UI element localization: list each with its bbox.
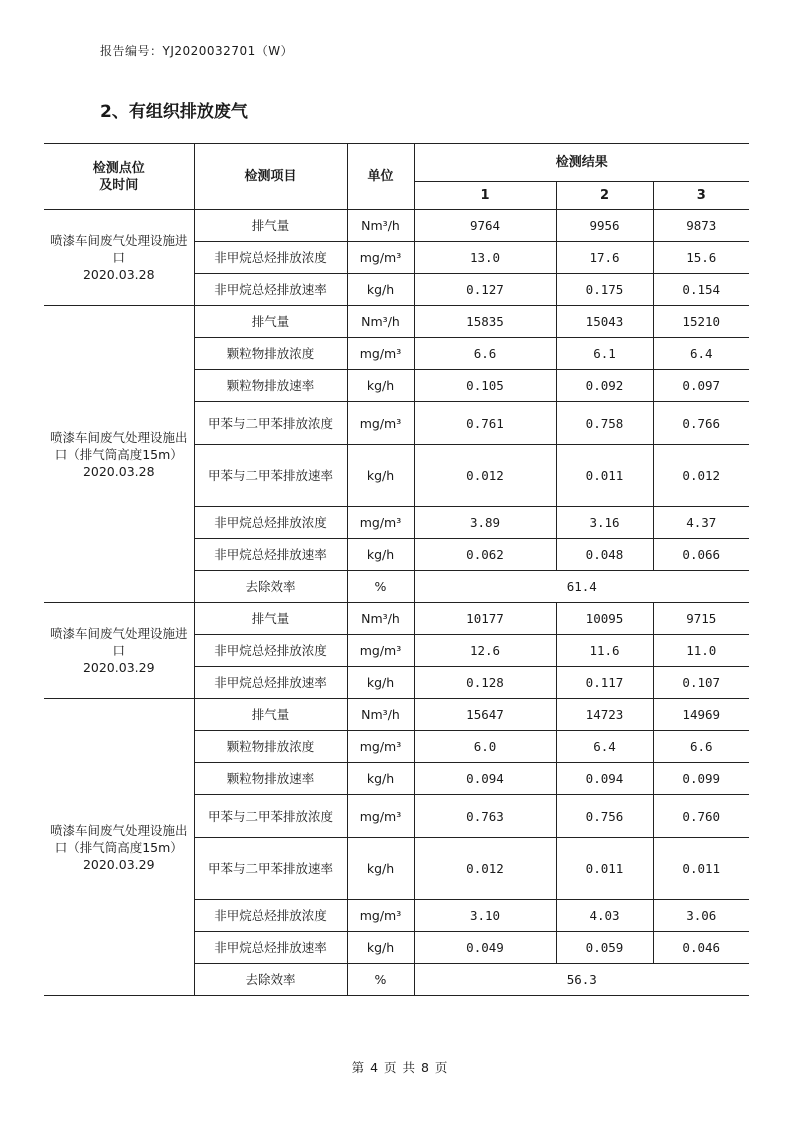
test-item: 非甲烷总烃排放浓度 (194, 507, 347, 539)
unit: kg/h (347, 667, 414, 699)
result-value-3: 0.066 (653, 539, 749, 571)
report-number: 报告编号：YJ2020032701（W） (100, 44, 294, 58)
removal-efficiency-value: 61.4 (414, 571, 749, 603)
unit: Nm³/h (347, 210, 414, 242)
result-value-2: 14723 (556, 699, 653, 731)
result-value-2: 10095 (556, 603, 653, 635)
result-value-2: 6.1 (556, 338, 653, 370)
unit: mg/m³ (347, 402, 414, 445)
emission-results-table (44, 143, 749, 996)
test-item: 颗粒物排放浓度 (194, 731, 347, 763)
result-value-2: 0.011 (556, 838, 653, 900)
table-body (44, 210, 749, 996)
test-item: 甲苯与二甲苯排放浓度 (194, 795, 347, 838)
result-value-1: 0.105 (414, 370, 556, 402)
header-item: 检测项目 (194, 144, 347, 210)
result-value-3: 0.766 (653, 402, 749, 445)
test-item: 非甲烷总烃排放速率 (194, 932, 347, 964)
table-row (44, 210, 749, 242)
result-value-3: 3.06 (653, 900, 749, 932)
unit: mg/m³ (347, 731, 414, 763)
result-value-3: 9715 (653, 603, 749, 635)
test-item: 去除效率 (194, 964, 347, 996)
result-value-3: 15210 (653, 306, 749, 338)
result-value-3: 0.011 (653, 838, 749, 900)
removal-efficiency-value: 56.3 (414, 964, 749, 996)
result-value-2: 0.175 (556, 274, 653, 306)
result-value-1: 3.10 (414, 900, 556, 932)
result-value-1: 15835 (414, 306, 556, 338)
unit: kg/h (347, 274, 414, 306)
result-value-1: 6.6 (414, 338, 556, 370)
result-value-3: 0.046 (653, 932, 749, 964)
unit: % (347, 964, 414, 996)
header-result-2: 2 (556, 182, 653, 210)
result-value-3: 0.099 (653, 763, 749, 795)
unit: kg/h (347, 539, 414, 571)
test-item: 非甲烷总烃排放浓度 (194, 635, 347, 667)
result-value-3: 0.154 (653, 274, 749, 306)
result-value-2: 3.16 (556, 507, 653, 539)
result-value-1: 12.6 (414, 635, 556, 667)
test-item: 排气量 (194, 210, 347, 242)
result-value-1: 0.127 (414, 274, 556, 306)
result-value-2: 0.756 (556, 795, 653, 838)
result-value-3: 0.107 (653, 667, 749, 699)
result-value-2: 0.059 (556, 932, 653, 964)
section-title: 2、有组织排放废气 (100, 102, 248, 122)
result-value-1: 0.062 (414, 539, 556, 571)
result-value-3: 0.012 (653, 445, 749, 507)
test-item: 颗粒物排放浓度 (194, 338, 347, 370)
result-value-2: 6.4 (556, 731, 653, 763)
header-point: 检测点位 及时间 (44, 144, 194, 210)
unit: mg/m³ (347, 900, 414, 932)
result-value-3: 9873 (653, 210, 749, 242)
table-row (44, 699, 749, 731)
test-item: 颗粒物排放速率 (194, 370, 347, 402)
test-item: 甲苯与二甲苯排放速率 (194, 838, 347, 900)
result-value-2: 17.6 (556, 242, 653, 274)
result-value-2: 0.011 (556, 445, 653, 507)
unit: kg/h (347, 370, 414, 402)
test-item: 非甲烷总烃排放浓度 (194, 242, 347, 274)
result-value-2: 0.117 (556, 667, 653, 699)
result-value-1: 0.012 (414, 838, 556, 900)
sampling-point: 喷漆车间废气处理设施出口（排气筒高度15m） 2020.03.29 (44, 699, 194, 996)
table-row (44, 603, 749, 635)
sampling-point: 喷漆车间废气处理设施出口（排气筒高度15m） 2020.03.28 (44, 306, 194, 603)
result-value-2: 9956 (556, 210, 653, 242)
result-value-3: 14969 (653, 699, 749, 731)
result-value-1: 3.89 (414, 507, 556, 539)
result-value-3: 11.0 (653, 635, 749, 667)
unit: % (347, 571, 414, 603)
unit: mg/m³ (347, 795, 414, 838)
header-result-1: 1 (414, 182, 556, 210)
unit: kg/h (347, 932, 414, 964)
result-value-3: 15.6 (653, 242, 749, 274)
test-item: 非甲烷总烃排放速率 (194, 539, 347, 571)
unit: mg/m³ (347, 635, 414, 667)
result-value-3: 0.760 (653, 795, 749, 838)
result-value-1: 6.0 (414, 731, 556, 763)
result-value-1: 0.761 (414, 402, 556, 445)
result-value-1: 10177 (414, 603, 556, 635)
result-value-3: 6.4 (653, 338, 749, 370)
test-item: 排气量 (194, 306, 347, 338)
result-value-2: 0.094 (556, 763, 653, 795)
table-row (44, 306, 749, 338)
unit: Nm³/h (347, 699, 414, 731)
unit: mg/m³ (347, 338, 414, 370)
test-item: 甲苯与二甲苯排放浓度 (194, 402, 347, 445)
result-value-3: 0.097 (653, 370, 749, 402)
result-value-1: 0.128 (414, 667, 556, 699)
unit: mg/m³ (347, 507, 414, 539)
result-value-1: 0.012 (414, 445, 556, 507)
sampling-point: 喷漆车间废气处理设施进口 2020.03.29 (44, 603, 194, 699)
result-value-3: 4.37 (653, 507, 749, 539)
result-value-1: 13.0 (414, 242, 556, 274)
result-value-1: 9764 (414, 210, 556, 242)
result-value-1: 0.094 (414, 763, 556, 795)
test-item: 排气量 (194, 699, 347, 731)
unit: mg/m³ (347, 242, 414, 274)
result-value-1: 0.763 (414, 795, 556, 838)
test-item: 非甲烷总烃排放浓度 (194, 900, 347, 932)
test-item: 非甲烷总烃排放速率 (194, 667, 347, 699)
unit: kg/h (347, 838, 414, 900)
result-value-1: 0.049 (414, 932, 556, 964)
page-footer: 第 4 页 共 8 页 (351, 1060, 449, 1075)
result-value-2: 11.6 (556, 635, 653, 667)
unit: Nm³/h (347, 603, 414, 635)
test-item: 甲苯与二甲苯排放速率 (194, 445, 347, 507)
result-value-1: 15647 (414, 699, 556, 731)
unit: kg/h (347, 763, 414, 795)
header-result-3: 3 (653, 182, 749, 210)
test-item: 颗粒物排放速率 (194, 763, 347, 795)
header-unit: 单位 (347, 144, 414, 210)
result-value-2: 4.03 (556, 900, 653, 932)
unit: Nm³/h (347, 306, 414, 338)
test-item: 非甲烷总烃排放速率 (194, 274, 347, 306)
test-item: 去除效率 (194, 571, 347, 603)
sampling-point: 喷漆车间废气处理设施进口 2020.03.28 (44, 210, 194, 306)
result-value-3: 6.6 (653, 731, 749, 763)
result-value-2: 0.048 (556, 539, 653, 571)
result-value-2: 0.758 (556, 402, 653, 445)
result-value-2: 0.092 (556, 370, 653, 402)
unit: kg/h (347, 445, 414, 507)
header-result: 检测结果 (414, 144, 749, 182)
test-item: 排气量 (194, 603, 347, 635)
result-value-2: 15043 (556, 306, 653, 338)
